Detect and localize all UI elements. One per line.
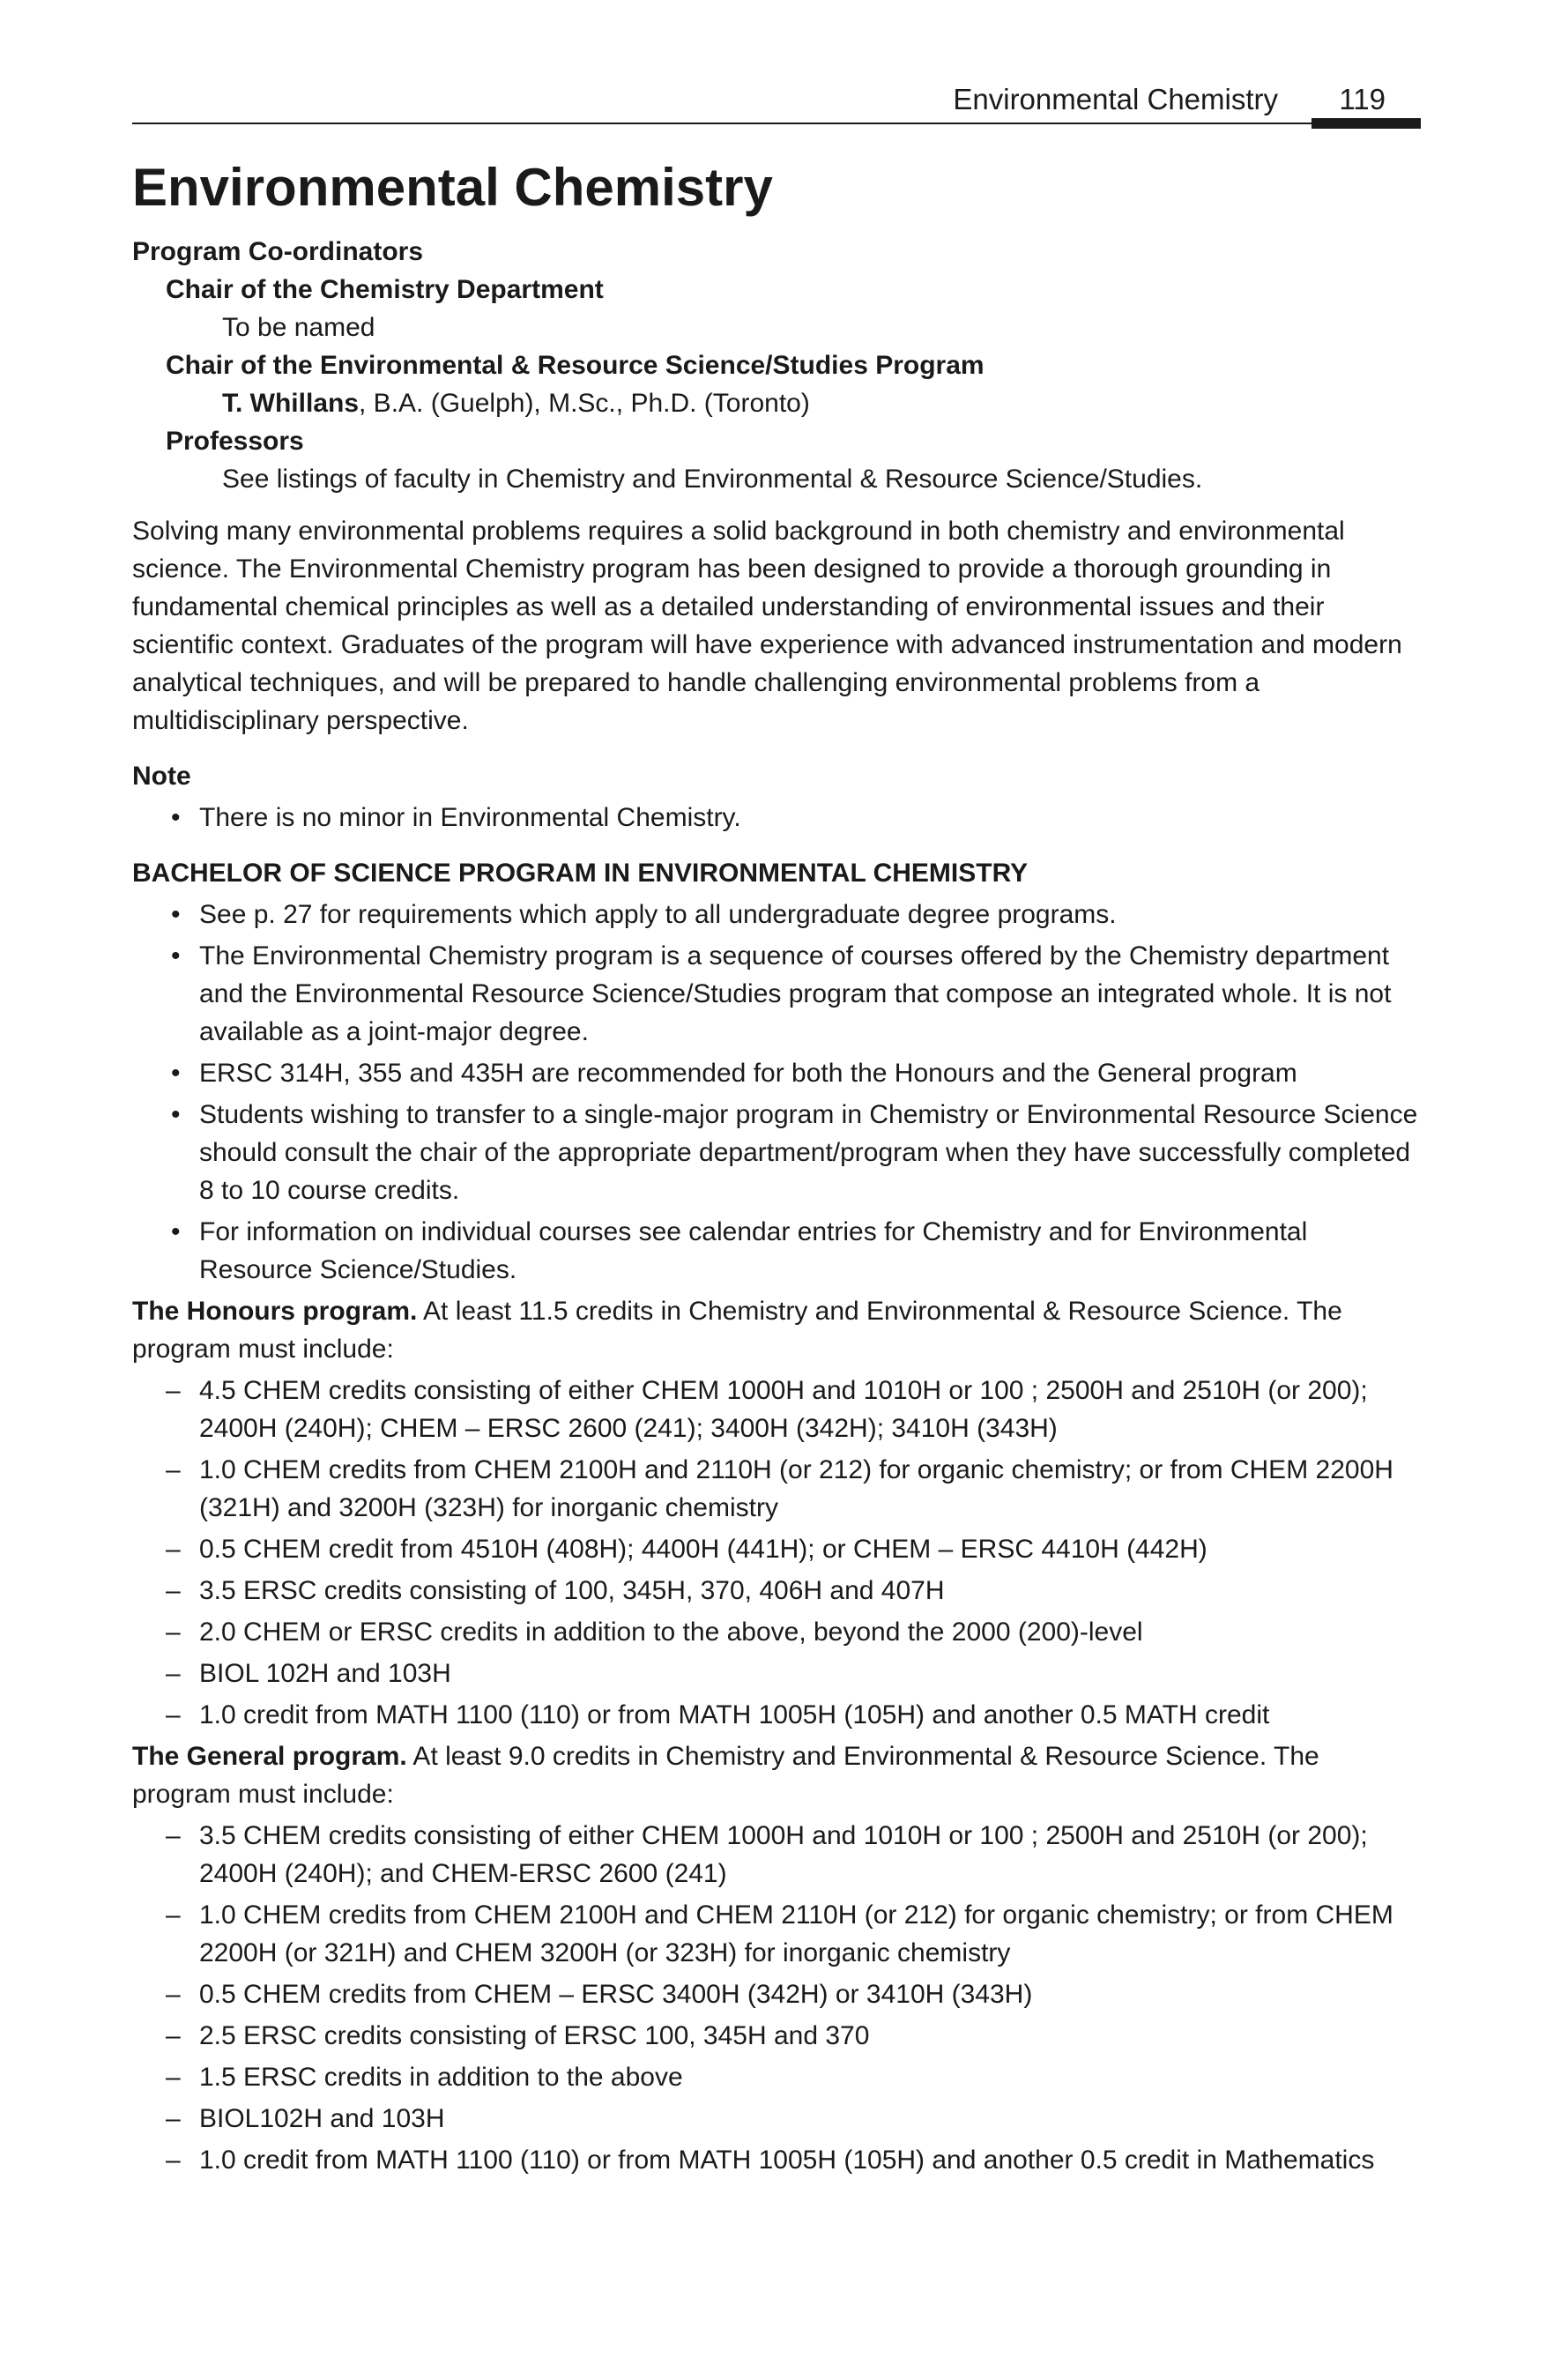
general-item: – 3.5 CHEM credits consisting of either CHEM 1000H and 1010H or 100 ; 2500H and 2510H (or 200); 2400H (240H); and CHEM-ERSC 2600 (241): [132, 1817, 1421, 1893]
running-header: [132, 79, 1421, 125]
honours-list: [132, 1372, 1421, 1734]
page-tab-marker: [1312, 118, 1421, 129]
honours-intro: [132, 1292, 1421, 1368]
honours-item: – 4.5 CHEM credits consisting of either CHEM 1000H and 1010H or 100 ; 2500H and 2510H (or 200); 2400H (240H); CHEM – ERSC 2600 (241); 3400H (342H); 3410H (343H): [132, 1372, 1421, 1447]
page-title: Environmental Chemistry: [132, 158, 773, 217]
general-item: – 2.5 ERSC credits consisting of ERSC 100, 345H and 370: [132, 2017, 1421, 2055]
general-item: – 0.5 CHEM credits from CHEM – ERSC 3400H (342H) or 3410H (343H): [132, 1975, 1421, 2013]
header-rule: [132, 123, 1421, 124]
note-heading: Note: [132, 762, 191, 791]
page-content: [132, 157, 1421, 2183]
running-title: Environmental Chemistry: [953, 83, 1278, 115]
intro-paragraph: Solving many environmental problems requires a solid background in both chemistry and environmental science. The Environmental Chemistry program has been designed to provide a thorough grounding in fundamental chemical principles as well as a detailed understanding of environmental issues and their scientific context. Graduates of the program will have experience with advanced instrumentation and modern analytical techniques, and will be prepared to handle challenging environmental problems from a multidisciplinary perspective.: [132, 517, 1402, 735]
general-item: – 1.5 ERSC credits in addition to the above: [132, 2058, 1421, 2096]
honours-item: – 0.5 CHEM credit from 4510H (408H); 4400H (441H); or CHEM – ERSC 4410H (442H): [132, 1530, 1421, 1568]
bsc-item: • For information on individual courses see calendar entries for Chemistry and for Environmental Resource Science/Studies.: [132, 1213, 1421, 1289]
general-item: – 1.0 CHEM credits from CHEM 2100H and CHEM 2110H (or 212) for organic chemistry; or from CHEM 2200H (or 321H) and CHEM 3200H (or 323H) for inorganic chemistry: [132, 1896, 1421, 1972]
professors-text: See listings of faculty in Chemistry and Environmental & Resource Science/Studies.: [222, 465, 1203, 494]
coordinators-heading: Program Co-ordinators: [132, 237, 424, 266]
honours-item: – 1.0 CHEM credits from CHEM 2100H and 2110H (or 212) for organic chemistry; or from CHEM 2200H (321H) and 3200H (323H) for inorganic chemistry: [132, 1451, 1421, 1527]
bsc-item: • The Environmental Chemistry program is a sequence of courses offered by the Chemistry department and the Environmental Resource Science/Studies program that compose an integrated whole. It is not available as a joint-major degree.: [132, 937, 1421, 1051]
general-item: – BIOL102H and 103H: [132, 2100, 1421, 2138]
note-item: • There is no minor in Environmental Chemistry.: [132, 799, 1421, 837]
ers-chair-name: T. Whillans: [222, 389, 360, 418]
honours-item: – BIOL 102H and 103H: [132, 1655, 1421, 1692]
ers-chair-entry: [132, 384, 1421, 422]
honours-label: The Honours program.: [132, 1297, 418, 1326]
chem-chair-name: To be named: [222, 313, 375, 342]
honours-intro-text: At least 11.5 credits in Chemistry and Environmental & Resource Science. The program must include:: [132, 1297, 1342, 1364]
ers-chair-degrees: , B.A. (Guelph), M.Sc., Ph.D. (Toronto): [359, 389, 810, 418]
general-intro-text: At least 9.0 credits in Chemistry and Environmental & Resource Science. The program must include:: [132, 1742, 1319, 1809]
honours-item: – 2.0 CHEM or ERSC credits in addition to the above, beyond the 2000 (200)-level: [132, 1613, 1421, 1651]
professors-role: Professors: [166, 427, 304, 456]
general-intro: [132, 1737, 1421, 1813]
bsc-heading: BACHELOR OF SCIENCE PROGRAM IN ENVIRONMENTAL CHEMISTRY: [132, 859, 1029, 888]
bsc-item: • See p. 27 for requirements which apply to all undergraduate degree programs.: [132, 896, 1421, 933]
general-label: The General program.: [132, 1742, 407, 1771]
general-list: [132, 1817, 1421, 2179]
note-list: [132, 799, 1421, 837]
honours-item: – 3.5 ERSC credits consisting of 100, 345H, 370, 406H and 407H: [132, 1572, 1421, 1610]
general-item: – 1.0 credit from MATH 1100 (110) or from MATH 1005H (105H) and another 0.5 credit in Mathematics: [132, 2141, 1421, 2179]
page-number: 119: [1339, 83, 1386, 115]
bsc-item: • ERSC 314H, 355 and 435H are recommended for both the Honours and the General program: [132, 1054, 1421, 1092]
chem-chair-role: Chair of the Chemistry Department: [166, 275, 604, 304]
bsc-item: • Students wishing to transfer to a single-major program in Chemistry or Environmental Resource Science should consult the chair of the appropriate department/program when they have successfully completed 8 to 10 course credits.: [132, 1096, 1421, 1209]
honours-item: – 1.0 credit from MATH 1100 (110) or from MATH 1005H (105H) and another 0.5 MATH credit: [132, 1696, 1421, 1734]
bsc-list: [132, 896, 1421, 1289]
ers-chair-role: Chair of the Environmental & Resource Science/Studies Program: [166, 351, 985, 380]
